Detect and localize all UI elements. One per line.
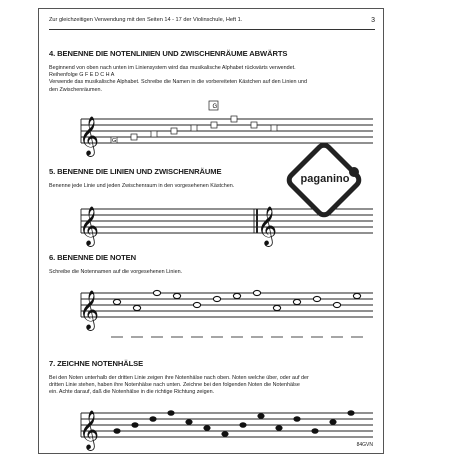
section-4-treble-clef: 𝄞	[79, 116, 100, 156]
section-4-line-2: Reihenfolge G F E D C H A	[49, 72, 115, 79]
section-4-title: 4. BENENNE DIE NOTENLINIEN UND ZWISCHENRÄUME ABWÄRTS	[49, 49, 288, 58]
section-4-box-label-0: G	[112, 138, 117, 145]
section-5-line-1: Benenne jede Linie und jeden Zwischenraum in den vorgesehenen Kästchen.	[49, 183, 235, 189]
page-header	[49, 17, 375, 30]
section-7-title: 7. ZEICHNE NOTENHÄLSE	[49, 359, 144, 368]
section-7-line-1: Bei den Noten unterhalb der dritten Linie zeigen ihre Notenhälse nach oben. Noten welche über, oder auf der	[49, 375, 309, 381]
section-4-line-3: Verwende das musikalische Alphabet. Schreibe die Namen in die vorbereiteten Kästchen auf den Linien und	[49, 79, 308, 86]
paganino-stamp	[281, 137, 367, 223]
stamp-text: paganino	[300, 173, 350, 185]
footer-code: 84GVN	[356, 442, 373, 448]
section-4-box-label-1: G	[212, 104, 218, 110]
section-5-title: 5. BENENNE DIE LINIEN UND ZWISCHENRÄUME	[49, 167, 222, 176]
section-7-notes	[114, 411, 354, 437]
section-7-line-3: ein. Achte darauf, daß die Notenhälse in die richtige Richtung zeigen.	[49, 389, 215, 396]
section-7-staff	[39, 399, 385, 450]
section-6-treble-clef: 𝄞	[79, 290, 100, 330]
section-5-treble-clef-2: 𝄞	[257, 206, 278, 246]
section-4-line-1: Beginnend von oben nach unten im Liniensystem wird das musikalische Alphabet rückwärts verwendet.	[49, 65, 296, 71]
section-6-staff	[39, 279, 385, 349]
section-7-line-2: dritten Linie stehen, haben ihre Notenhälse nach unten. Zeichne bei den folgenden Noten die Notenhälse	[49, 382, 300, 389]
section-4-answer-boxes	[111, 116, 277, 143]
page-number: 3	[371, 17, 375, 24]
section-5-treble-clef: 𝄞	[79, 206, 100, 246]
section-4-line-4: den Zwischenräumen.	[49, 86, 103, 93]
workbook-page	[38, 8, 384, 454]
header-text: Zur gleichzeitigen Verwendung mit den Seiten 14 - 17 der Violinschule, Heft 1.	[49, 17, 243, 23]
section-7-text	[49, 375, 367, 397]
section-6-line-1: Schreibe die Notennamen auf die vorgesehenen Linien.	[49, 269, 183, 275]
section-6-text	[49, 269, 367, 276]
section-4-text	[49, 65, 367, 94]
section-7-treble-clef: 𝄞	[79, 410, 100, 450]
section-6-title: 6. BENENNE DIE NOTEN	[49, 253, 137, 262]
